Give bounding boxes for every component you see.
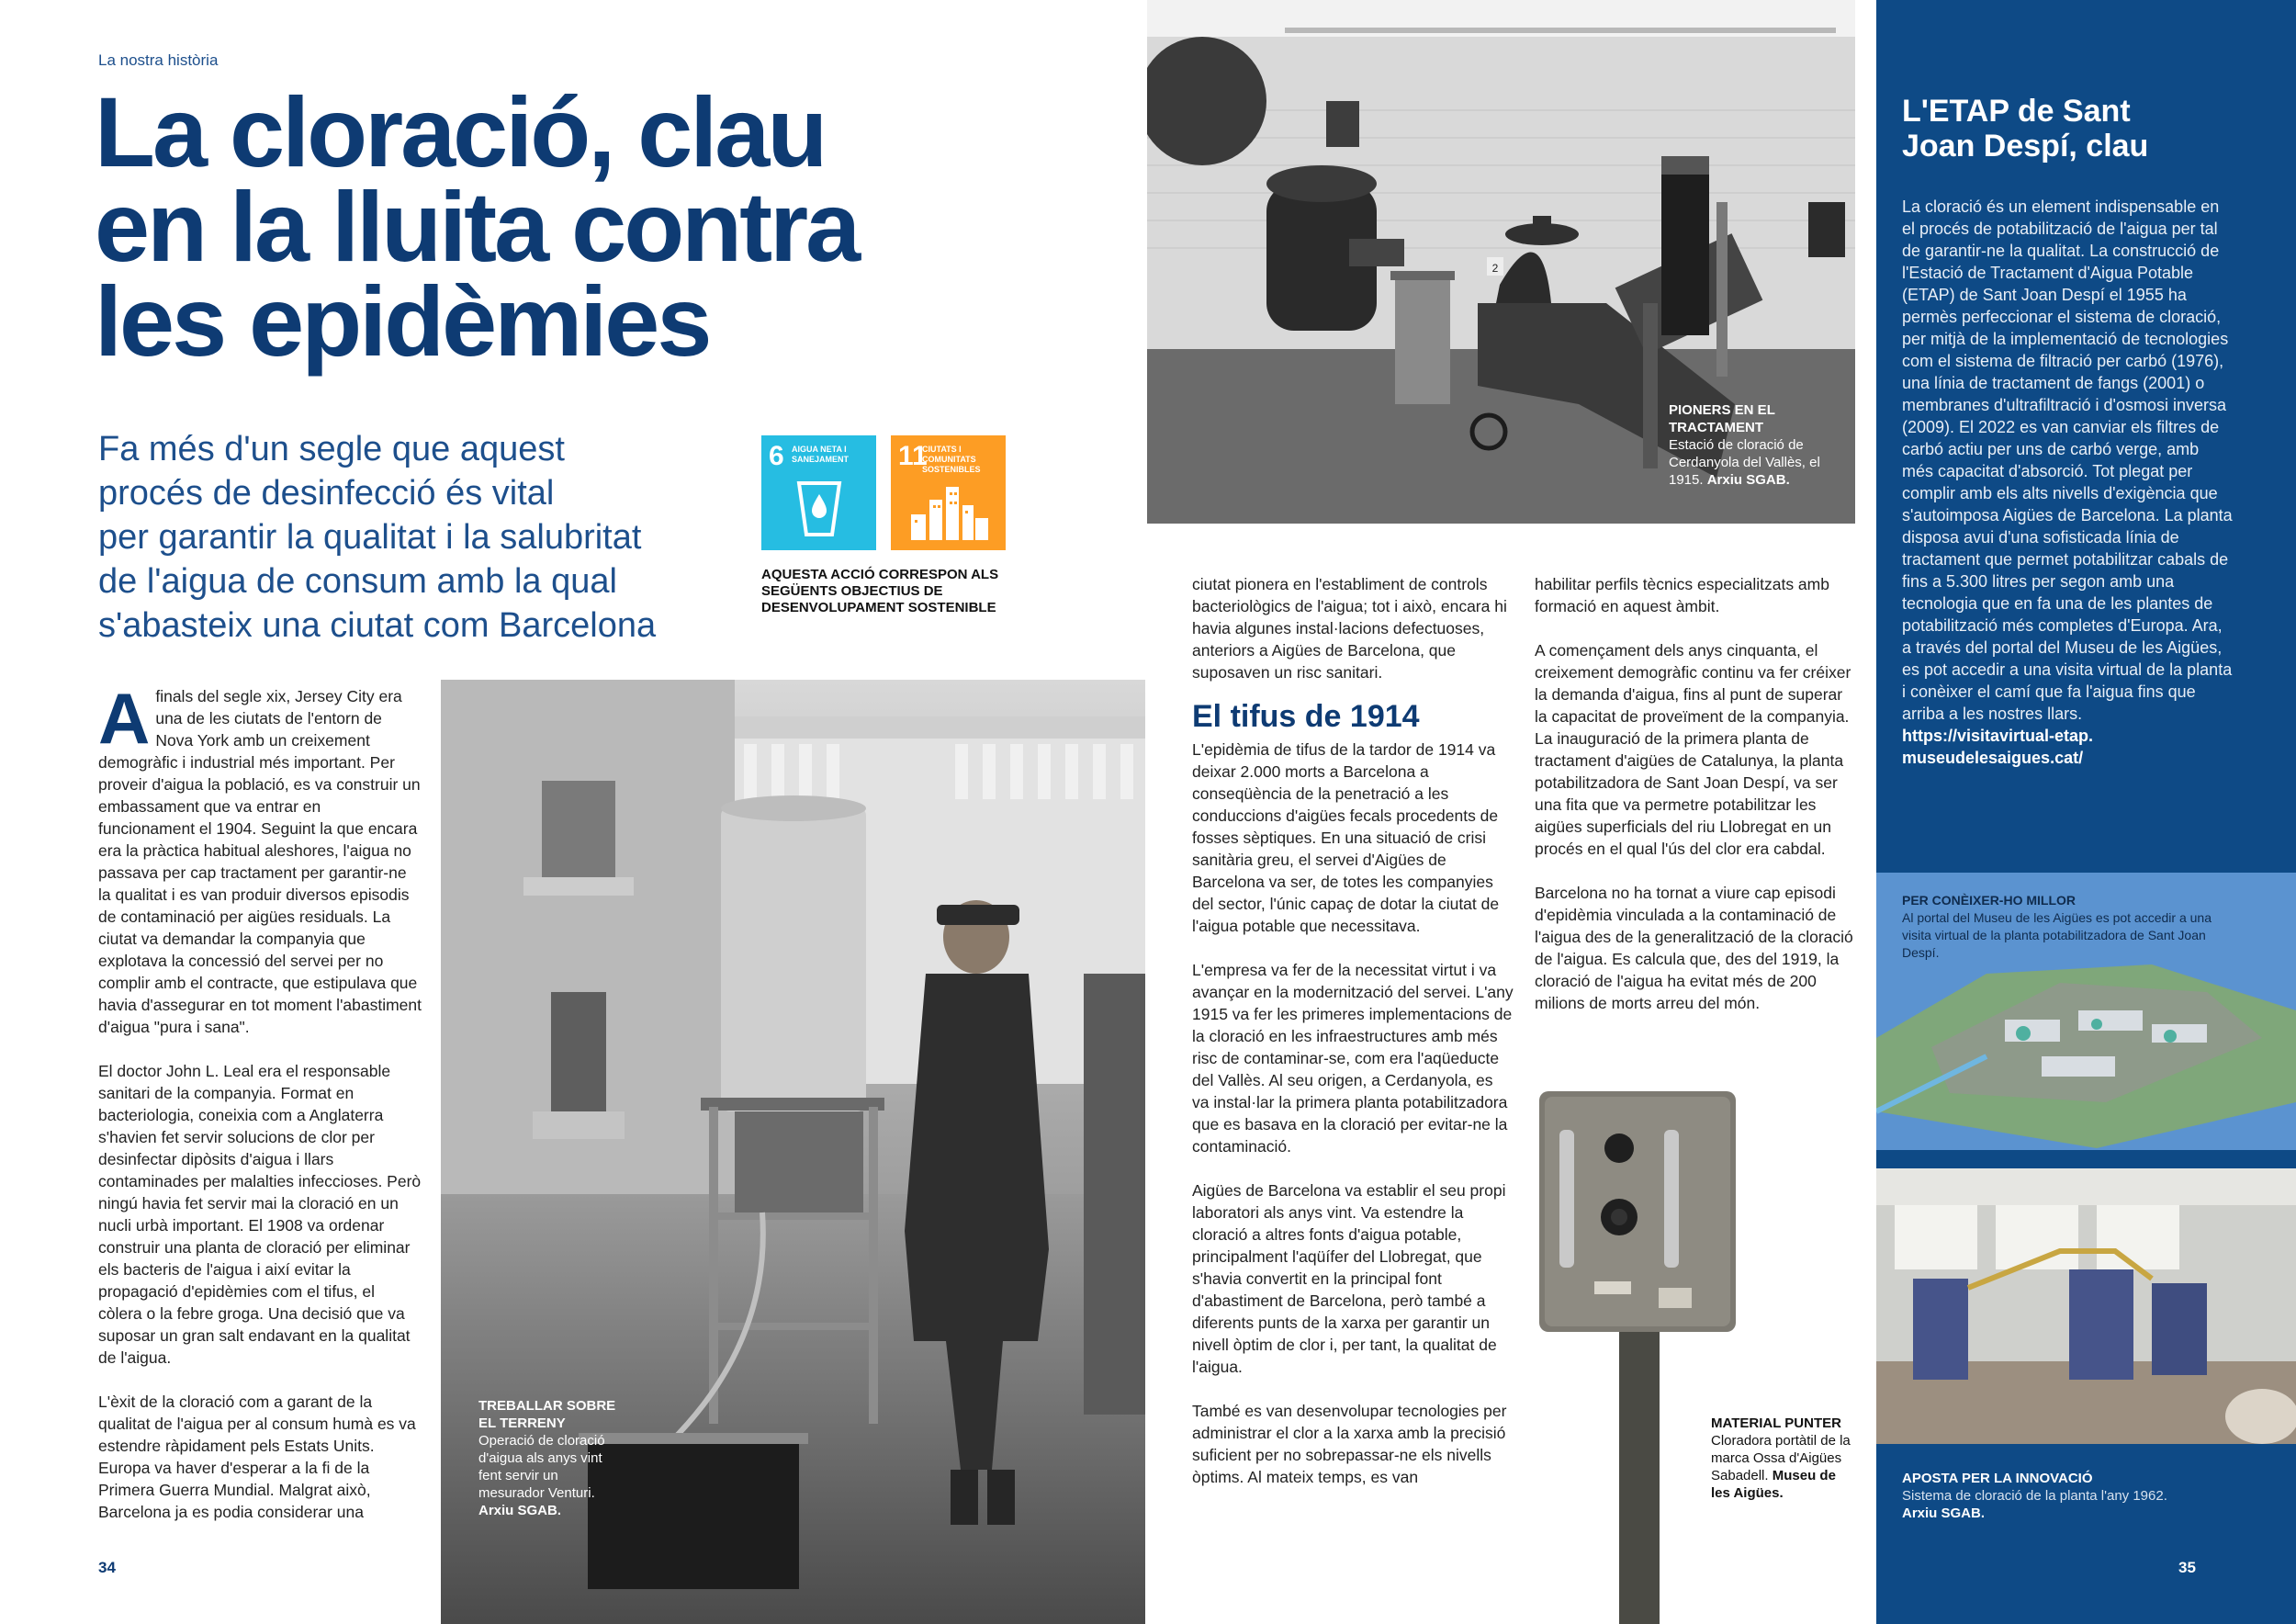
lead-line: s'abasteix una ciutat com Barcelona — [98, 606, 657, 645]
pioneers-caption — [1669, 401, 1834, 489]
sdg-11-label: CIUTATS I COMUNITATS SOSTENIBLES — [922, 445, 981, 474]
paragraph: Afinals del segle xix, Jersey City era una de les ciutats de l'entorn de Nova York amb un creixement demogràfic i industrial més important. Per proveir d'aigua la població, es va construir un embassament que va entrar en funcionament el 1904. Seguint la que encara era la pràctica habitual aleshores, l'aigua no passava per cap tractament per garantir-ne la qualitat i es van produir diversos episodis de contaminació per aigües residuals. La ciutat va demandar la companyia que explotava la concessió del servei per no complir amb el contracte, que estipulava que havia d'assegurar en tot moment l'abastiment d'aigua "pura i sana". — [98, 678, 422, 1036]
lead-line: Fa més d'un segle que aquest — [98, 430, 565, 468]
caption-text: Estació de cloració de Cerdanyola del Vallès, el 1915. — [1669, 437, 1820, 488]
sidebar-title — [1902, 94, 2251, 164]
virtual-visit-caption — [1902, 892, 2214, 962]
sdg-11-badge — [891, 435, 1006, 550]
city-buildings-icon — [909, 483, 990, 542]
lead-paragraph — [98, 427, 714, 648]
sidebar-paragraph: La cloració és un element indispensable en el procés de potabilització de l'aigua per tal de garantir-ne la qualitat. La construcció de l'Estació de Tractament d'Aigua Potable (ETAP) de Sant Joan Despí el 1955 ha permès perfeccionar el sistema de cloració, per mitjà de la implementació de tecnologies com el sistema de filtració per carbó (1976), una línia de tractament de fangs (2001) o membranes d'ultrafiltració i d'osmosi inversa (2009). El 2022 es van canviar els filtres de carbó actiu per uns de carbó verge, amb més capacitat d'absorció. Tot plegat per complir amb els alts nivells d'exigència que s'autoimposa Aigües de Barcelona. La planta disposa avui d'una sofisticada línia de tractament que permet potabilitzar cabals de fins a 5.300 litres per segon amb una tecnologia que en fa una de les plantes de potabilització més completes d'Europa. Ara, a través del portal del Museu de les Aigües, es pot accedir a una visita virtual de la planta i conèixer el camí que fa l'aigua fins que arriba a les nostres llars. — [1902, 197, 2233, 723]
article-column-1 — [98, 678, 422, 1545]
sidebar-title-line: Joan Despí, clau — [1902, 129, 2149, 164]
photo-worker — [441, 680, 1145, 1624]
article-column-3 — [1535, 573, 1856, 1036]
caption-title: PER CONÈIXER-HO MILLOR — [1902, 893, 2077, 908]
photo-innovation — [1876, 1168, 2296, 1444]
caption-title: APOSTA PER LA INNOVACIÓ — [1902, 1471, 2093, 1486]
caption-title: PIONERS EN EL TRACTAMENT — [1669, 402, 1775, 435]
link-line: https://visitavirtual-etap. — [1902, 727, 2094, 745]
chlorinator-device-illustration — [1532, 1084, 1743, 1624]
lead-line: de l'aigua de consum amb la qual — [98, 562, 617, 601]
caption-text: Operació de cloració d'aigua als anys vint fent servir un mesurador Venturi. — [478, 1433, 605, 1501]
water-drop-glass-icon — [795, 478, 843, 538]
subheading-typhus: El tifus de 1914 — [1192, 699, 1420, 734]
sdg-6-label: AIGUA NETA I SANEJAMENT — [792, 445, 850, 464]
link-line: museudelesaigues.cat/ — [1902, 749, 2084, 767]
caption-text: Sistema de cloració de la planta l'any 1962. — [1902, 1488, 2167, 1504]
sdg-6-number: 6 — [769, 441, 784, 471]
caption-credit: Museu de les Aigües. — [1711, 1468, 1836, 1501]
paragraph: ciutat pionera en l'establiment de controls bacteriològics de l'aigua; tot i això, encara hi havia algunes instal·lacions defectuoses, anteriors a Aigües de Barcelona, que suposaven un risc sanitari. — [1192, 575, 1507, 682]
page-title — [95, 76, 921, 377]
paragraph: habilitar perfils tècnics especialitzats amb formació en aquest àmbit. — [1535, 575, 1829, 615]
paragraph: L'epidèmia de tifus de la tardor de 1914 va deixar 2.000 morts a Barcelona a conseqüència de la penetració a les conduccions d'aigües fecals procedents de fosses sèptiques. En una situació de crisi sanitària greu, el servei d'Aigües de Barcelona va ser, de totes les companyies del sector, l'únic capaç de dotar la ciutat de l'aigua potable que necessitava. — [1192, 740, 1500, 935]
article-column-2 — [1192, 573, 1514, 1510]
paragraph: Barcelona no ha tornat a viure cap episodi d'epidèmia vinculada a la contaminació de l'aigua des de la generalització de la cloració de l'aigua. Es calcula que, des del 1919, la cloració de l'aigua ha evitat més de 200 milions de morts arreu del món. — [1535, 884, 1853, 1012]
caption-title: TREBALLAR SOBRE EL TERRENY — [478, 1398, 616, 1431]
paragraph: L'empresa va fer de la necessitat virtut i va avançar en la modernització del servei. L'any 1915 va fer les primeres implementacions de la cloració en les infraestructures amb més risc de contaminar-se, com era l'aqüeducte del Vallès. Al seu origen, a Cerdanyola, es va instal·lar la primera planta potabilitzadora que es basava en la cloració per evitar-ne la contaminació. — [1192, 961, 1514, 1156]
worker-caption — [478, 1397, 625, 1519]
machine-plate-number: 2 — [1491, 262, 1499, 275]
sidebar-text — [1902, 196, 2233, 769]
caption-credit: Arxiu SGAB. — [478, 1503, 562, 1518]
photo-pioneers — [1147, 0, 1855, 524]
lead-line: per garantir la qualitat i la salubritat — [98, 518, 642, 557]
title-line-2: en la lluita contra — [95, 171, 859, 282]
caption-text: Al portal del Museu de les Aigües es pot accedir a una visita virtual de la planta potabilitzadora de Sant Joan Despí. — [1902, 910, 2212, 960]
sdg-6-badge — [761, 435, 876, 550]
sdg-caption: AQUESTA ACCIÓ CORRESPON ALS SEGÜENTS OBJECTIUS DE DESENVOLUPAMENT SOSTENIBLE — [761, 567, 999, 615]
photo-virtual-visit — [1876, 873, 2296, 1150]
chlorination-1962-illustration — [1876, 1168, 2296, 1444]
caption-credit: Arxiu SGAB. — [1706, 472, 1790, 488]
device-caption — [1711, 1415, 1858, 1502]
drop-cap: A — [98, 678, 151, 759]
title-line-3: les epidèmies — [95, 265, 710, 377]
sidebar-title-line: L'ETAP de Sant — [1902, 94, 2131, 129]
paragraph: També es van desenvolupar tecnologies per administrar el clor a la xarxa amb la precisió suficient per no sobrepassar-ne els nivells òptims. Al mateix temps, es van — [1192, 1402, 1507, 1486]
title-line-1: La cloració, clau — [95, 76, 826, 187]
photo-chlorinator-device — [1532, 1084, 1743, 1624]
caption-title: MATERIAL PUNTER — [1711, 1415, 1841, 1431]
paragraph: Aigües de Barcelona va establir el seu propi laboratori als anys vint. Va estendre la cloració a altres fonts d'aigua potable, principalment l'aqüífer del Llobregat, que s'havia convertit en la principal font d'abastiment de Barcelona, però també a diferents punts de la xarxa per garantir un nivell òptim de clor i, per tant, la qualitat de l'aigua. — [1192, 1181, 1506, 1376]
virtual-visit-link[interactable] — [1902, 725, 2233, 769]
paragraph: L'èxit de la cloració com a garant de la qualitat de l'aigua per al consum humà es va estendre ràpidament pels Estats Units. Europa va haver d'esperar a la fi de la Primera Guerra Mundial. Malgrat això, Barcelona ja es podia considerar una — [98, 1393, 416, 1521]
lead-line: procés de desinfecció és vital — [98, 474, 555, 513]
sdg-11-number: 11 — [898, 441, 928, 471]
paragraph: El doctor John L. Leal era el responsable sanitari de la companyia. Format en bacteriologia, coneixia com a Anglaterra s'havien fet servir solucions de clor per desinfectar dipòsits d'aigua i llars contaminades per malalties infeccioses. Però ningú havia fet servir mai la cloració en un nucli urbà important. El 1908 va ordenar construir una planta de cloració per eliminar els bacteris de l'aigua i així evitar la propagació d'epidèmies com el tifus, el còlera o la febre groga. Una decisió que va suposar un gran salt endavant en la qualitat de l'aigua. — [98, 1062, 422, 1367]
paragraph: A començament dels anys cinquanta, el creixement demogràfic continu va fer créixer la demanda d'aigua, fins al punt de superar la capacitat de proveïment de la companyia. La inauguració de la primera planta de tractament d'aigües de Catalunya, la planta potabilitzadora de Sant Joan Despí, va ser una fita que va permetre potabilitzar les aigües superficials del riu Llobregat en un procés en el qual l'ús del clor era cabdal. — [1535, 641, 1851, 858]
page-number-left: 34 — [98, 1559, 116, 1576]
page-number-right: 35 — [2178, 1559, 2196, 1576]
caption-text: Cloradora portàtil de la marca Ossa d'Aigües Sabadell. — [1711, 1433, 1851, 1483]
innovation-caption — [1902, 1470, 2178, 1522]
caption-credit: Arxiu SGAB. — [1902, 1506, 1986, 1521]
section-label: La nostra història — [98, 51, 219, 69]
